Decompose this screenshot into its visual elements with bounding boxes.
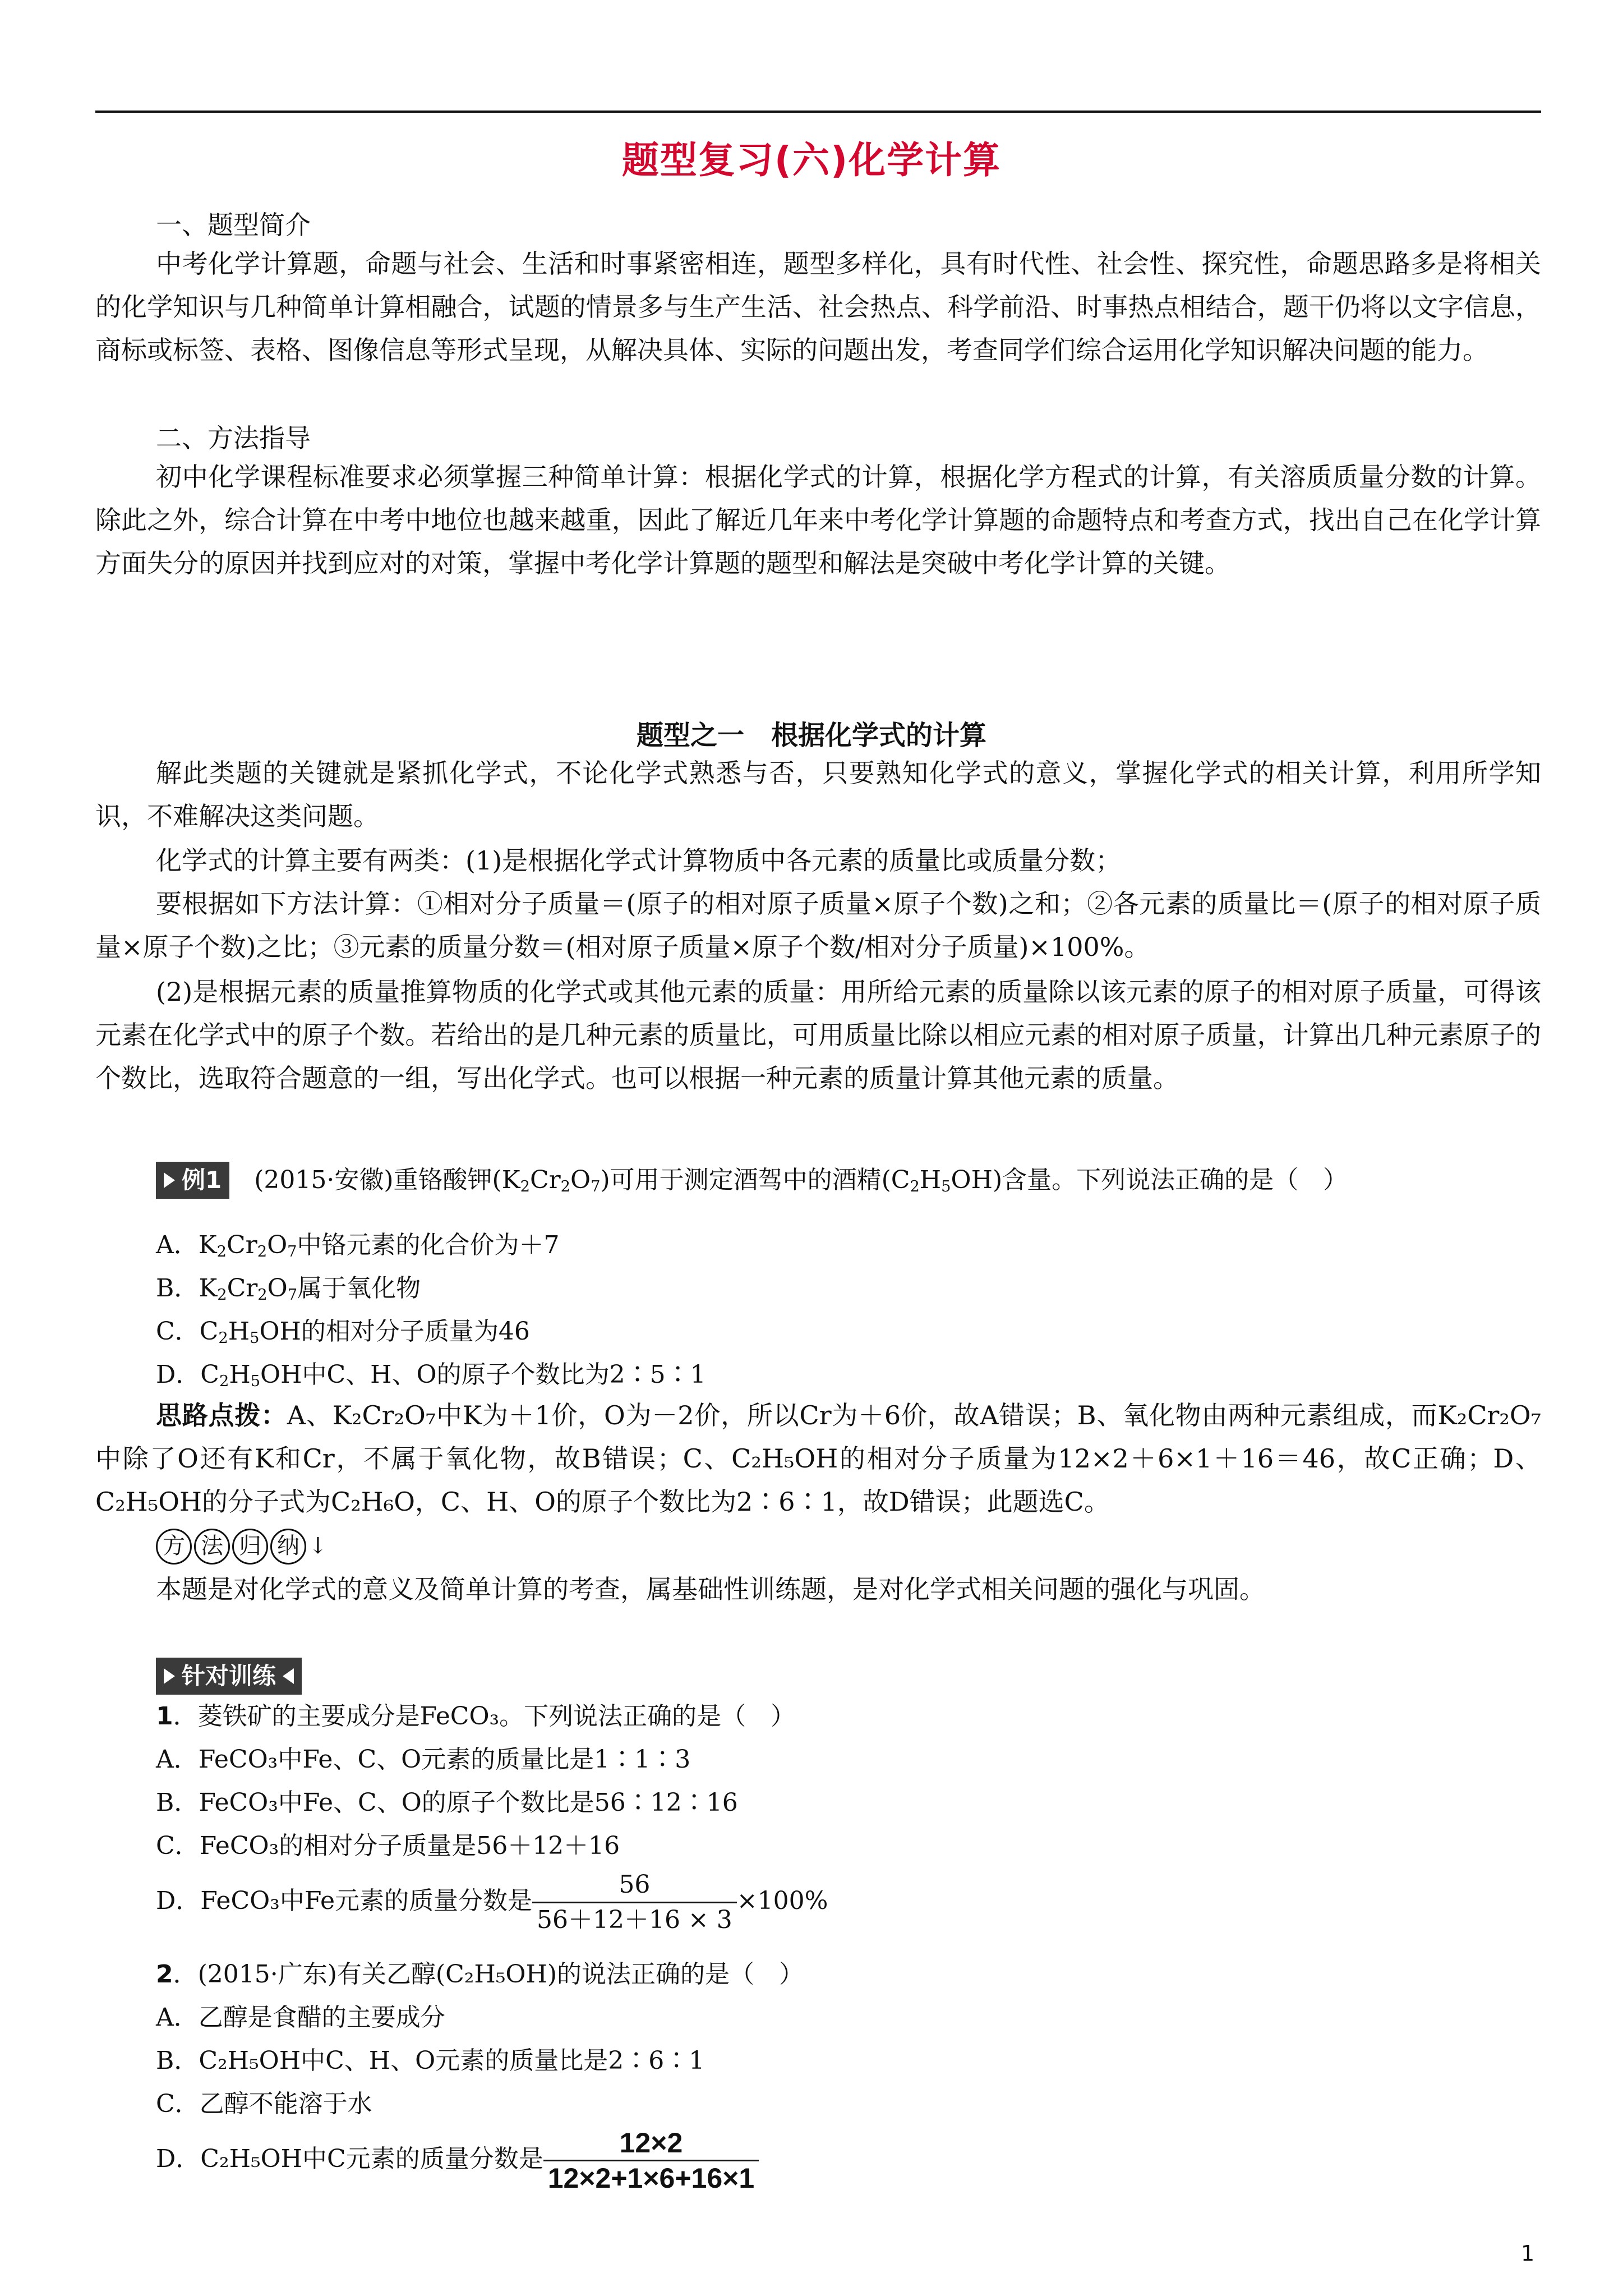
topic-1-para-3: 要根据如下方法计算：①相对分子质量＝(原子的相对原子质量×原子个数)之和；②各元素的质量比＝(原子的相对原子质量×原子个数)之比；③元素的质量分数＝(相对原子质量×原子个数/相对分子质量)×100%。 xyxy=(95,889,1541,962)
example-1-stem: 例1 (2015·安徽)重铬酸钾$(K_2Cr_2O_7)$可用于测定酒驾中的酒精$(C_2H_5OH)$含量。下列说法正确的是（ ） xyxy=(156,1162,1348,1204)
q1-option-a: A．FeCO₃中Fe、C、O元素的质量比是1∶1∶3 xyxy=(156,1745,691,1774)
section-1-text: 中考化学计算题，命题与社会、生活和时事紧密相连，题型多样化，具有时代性、社会性、探究性，命题思路多是将相关的化学知识与几种简单计算相融合，试题的情景多与生产生活、社会热点、科学前沿、时事热点相结合，题干仍将以文字信息，商标或标签、表格、图像信息等形式呈现，从解决具体、实际的问题出发，考查同学们综合运用化学知识解决问题的能力。 xyxy=(95,249,1541,365)
example-1-option-c: C．$C_2H_5OH$的相对分子质量为46 xyxy=(156,1317,530,1347)
topic-1-heading: 题型之一 根据化学式的计算 xyxy=(636,720,986,751)
q2-option-c: C．乙醇不能溶于水 xyxy=(156,2090,372,2118)
section-2-text: 初中化学课程标准要求必须掌握三种简单计算：根据化学式的计算，根据化学方程式的计算，有关溶质质量分数的计算。除此之外，综合计算在中考中地位也越来越重，因此了解近几年来中考化学计算题的命题特点和考查方式，找出自己在化学计算方面失分的原因并找到应对的对策，掌握中考化学计算题的题型和解法是突破中考化学计算的关键。 xyxy=(95,462,1541,578)
example-1-option-a: A．$K_2Cr_2O_7$中铬元素的化合价为＋7 xyxy=(156,1231,560,1260)
method-summary-text: 本题是对化学式的意义及简单计算的考查，属基础性训练题，是对化学式相关问题的强化与巩固。 xyxy=(156,1574,1265,1604)
section-2-heading: 二、方法指导 xyxy=(156,423,311,453)
page-title: 题型复习(六)化学计算 xyxy=(621,139,1002,182)
q2-option-d: D．C₂H₅OH中C元素的质量分数是 $\frac{12\times 2}{12\times 2+1\times 6+16\times 1}$ xyxy=(156,2126,759,2195)
arrow-icon: ↓ xyxy=(308,1533,328,1559)
topic-1-para-4: (2)是根据元素的质量推算物质的化学式或其他元素的质量：用所给元素的质量除以该元素的原子的相对原子质量，可得该元素在化学式中的原子个数。若给出的是几种元素的质量比，可用质量比除以相应元素的相对原子质量，计算出几种元素原子的个数比，选取符合题意的一组，写出化学式。也可以根据一种元素的质量计算其他元素的质量。 xyxy=(95,977,1541,1093)
practice-tag: 针对训练 xyxy=(156,1658,302,1695)
q1-stem: 1．菱铁矿的主要成分是FeCO₃。下列说法正确的是（ ） xyxy=(156,1702,796,1731)
play-triangle-icon xyxy=(164,1668,175,1684)
q1-option-b: B．FeCO₃中Fe、C、O的原子个数比是56∶12∶16 xyxy=(156,1788,738,1817)
method-summary-badge: 方 法 归 纳 ↓ xyxy=(156,1529,328,1565)
example-1-hint: 思路点拨：A、K₂Cr₂O₇中K为＋1价，O为－2价，所以Cr为＋6价，故A错误；B、氧化物由两种元素组成，而K₂Cr₂O₇中除了O还有K和Cr，不属于氧化物，故B错误；C、C₂H₅OH的相对分子质量为12×2＋6×1＋16＝46，故C正确；D、C₂H₅OH的分子式为C₂H₆O，C、H、O的原子个数比为2∶6∶1，故D错误；此题选C。 xyxy=(95,1400,1542,1517)
example-tag: 例1 xyxy=(156,1162,229,1199)
q1-fraction: $\frac{56}{56+12+16 \times 3}$ xyxy=(532,1868,737,1937)
q2-option-b: B．C₂H₅OH中C、H、O元素的质量比是2∶6∶1 xyxy=(156,2046,705,2075)
topic-1-para-2: 化学式的计算主要有两类：(1)是根据化学式计算物质中各元素的质量比或质量分数； xyxy=(156,845,1122,876)
q1-option-c: C．FeCO₃的相对分子质量是56＋12＋16 xyxy=(156,1832,620,1860)
page-number: 1 xyxy=(1521,2241,1535,2266)
reverse-triangle-icon xyxy=(283,1668,294,1684)
example-1-option-d: D．$C_2H_5OH$中C、H、O的原子个数比为2∶5∶1 xyxy=(156,1360,706,1390)
topic-1-para-1: 解此类题的关键就是紧抓化学式，不论化学式熟悉与否，只要熟知化学式的意义，掌握化学式的相关计算，利用所学知识，不难解决这类问题。 xyxy=(95,758,1541,831)
q2-option-a: A．乙醇是食醋的主要成分 xyxy=(156,2003,445,2032)
top-rule xyxy=(95,111,1541,113)
q1-option-d: D．FeCO₃中Fe元素的质量分数是 $\frac{56}{56+12+16 \times 3}$ ×100% xyxy=(156,1868,828,1937)
play-triangle-icon xyxy=(164,1172,175,1188)
example-1-option-b: B．$K_2Cr_2O_7$属于氧化物 xyxy=(156,1274,421,1304)
section-1-heading: 一、题型简介 xyxy=(156,210,311,240)
q2-fraction: $\frac{12\times 2}{12\times 2+1\times 6+16\times 1}$ xyxy=(543,2126,759,2195)
q2-stem: 2．(2015·广东)有关乙醇(C₂H₅OH)的说法正确的是（ ） xyxy=(156,1960,804,1989)
